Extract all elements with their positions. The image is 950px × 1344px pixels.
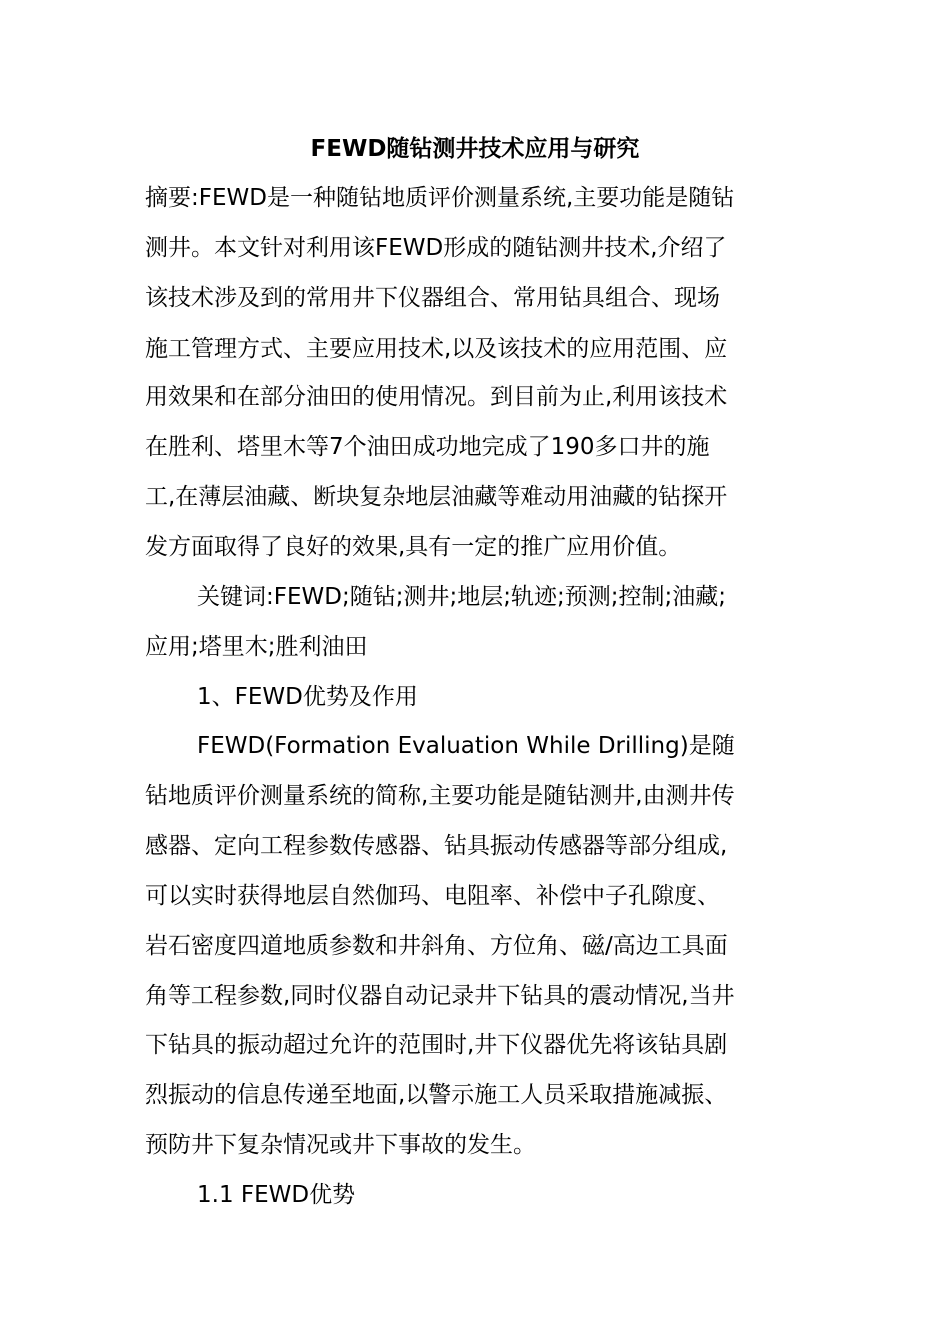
body-line-2: 钻地质评价测量系统的简称,主要功能是随钻测井,由测井传	[145, 783, 735, 809]
body-line-4: 可以实时获得地层自然伽玛、电阻率、补偿中子孔隙度、	[145, 883, 720, 909]
section-heading-1: 1、FEWD优势及作用	[197, 684, 418, 710]
abstract-line-8: 发方面取得了良好的效果,具有一定的推广应用价值。	[145, 534, 682, 560]
body-line-8: 烈振动的信息传递至地面,以警示施工人员采取措施减振、	[145, 1082, 728, 1108]
abstract-line-1: 摘要:FEWD是一种随钻地质评价测量系统,主要功能是随钻	[145, 185, 735, 211]
abstract-line-5: 用效果和在部分油田的使用情况。到目前为止,利用该技术	[145, 384, 728, 410]
body-line-9: 预防井下复杂情况或井下事故的发生。	[145, 1132, 536, 1158]
body-line-7: 下钻具的振动超过允许的范围时,井下仪器优先将该钻具剧	[145, 1032, 728, 1058]
body-line-3: 感器、定向工程参数传感器、钻具振动传感器等部分组成,	[145, 833, 728, 859]
body-line-5: 岩石密度四道地质参数和井斜角、方位角、磁/高边工具面	[145, 933, 728, 959]
keywords-line-2: 应用;塔里木;胜利油田	[145, 634, 368, 660]
abstract-line-7: 工,在薄层油藏、断块复杂地层油藏等难动用油藏的钻探开	[145, 484, 728, 510]
abstract-line-4: 施工管理方式、主要应用技术,以及该技术的应用范围、应	[145, 336, 728, 362]
abstract-line-2: 测井。本文针对利用该FEWD形成的随钻测井技术,介绍了	[145, 235, 727, 261]
document-title: FEWD随钻测井技术应用与研究	[310, 136, 640, 162]
body-line-6: 角等工程参数,同时仪器自动记录井下钻具的震动情况,当井	[145, 983, 735, 1009]
abstract-line-3: 该技术涉及到的常用井下仪器组合、常用钻具组合、现场	[145, 285, 720, 311]
section-heading-1-1: 1.1 FEWD优势	[197, 1182, 356, 1208]
keywords-line-1: 关键词:FEWD;随钻;测井;地层;轨迹;预测;控制;油藏;	[197, 584, 726, 610]
abstract-line-6: 在胜利、塔里木等7个油田成功地完成了190多口井的施	[145, 434, 710, 460]
body-line-1: FEWD(Formation Evaluation While Drilling)是随	[197, 733, 735, 759]
